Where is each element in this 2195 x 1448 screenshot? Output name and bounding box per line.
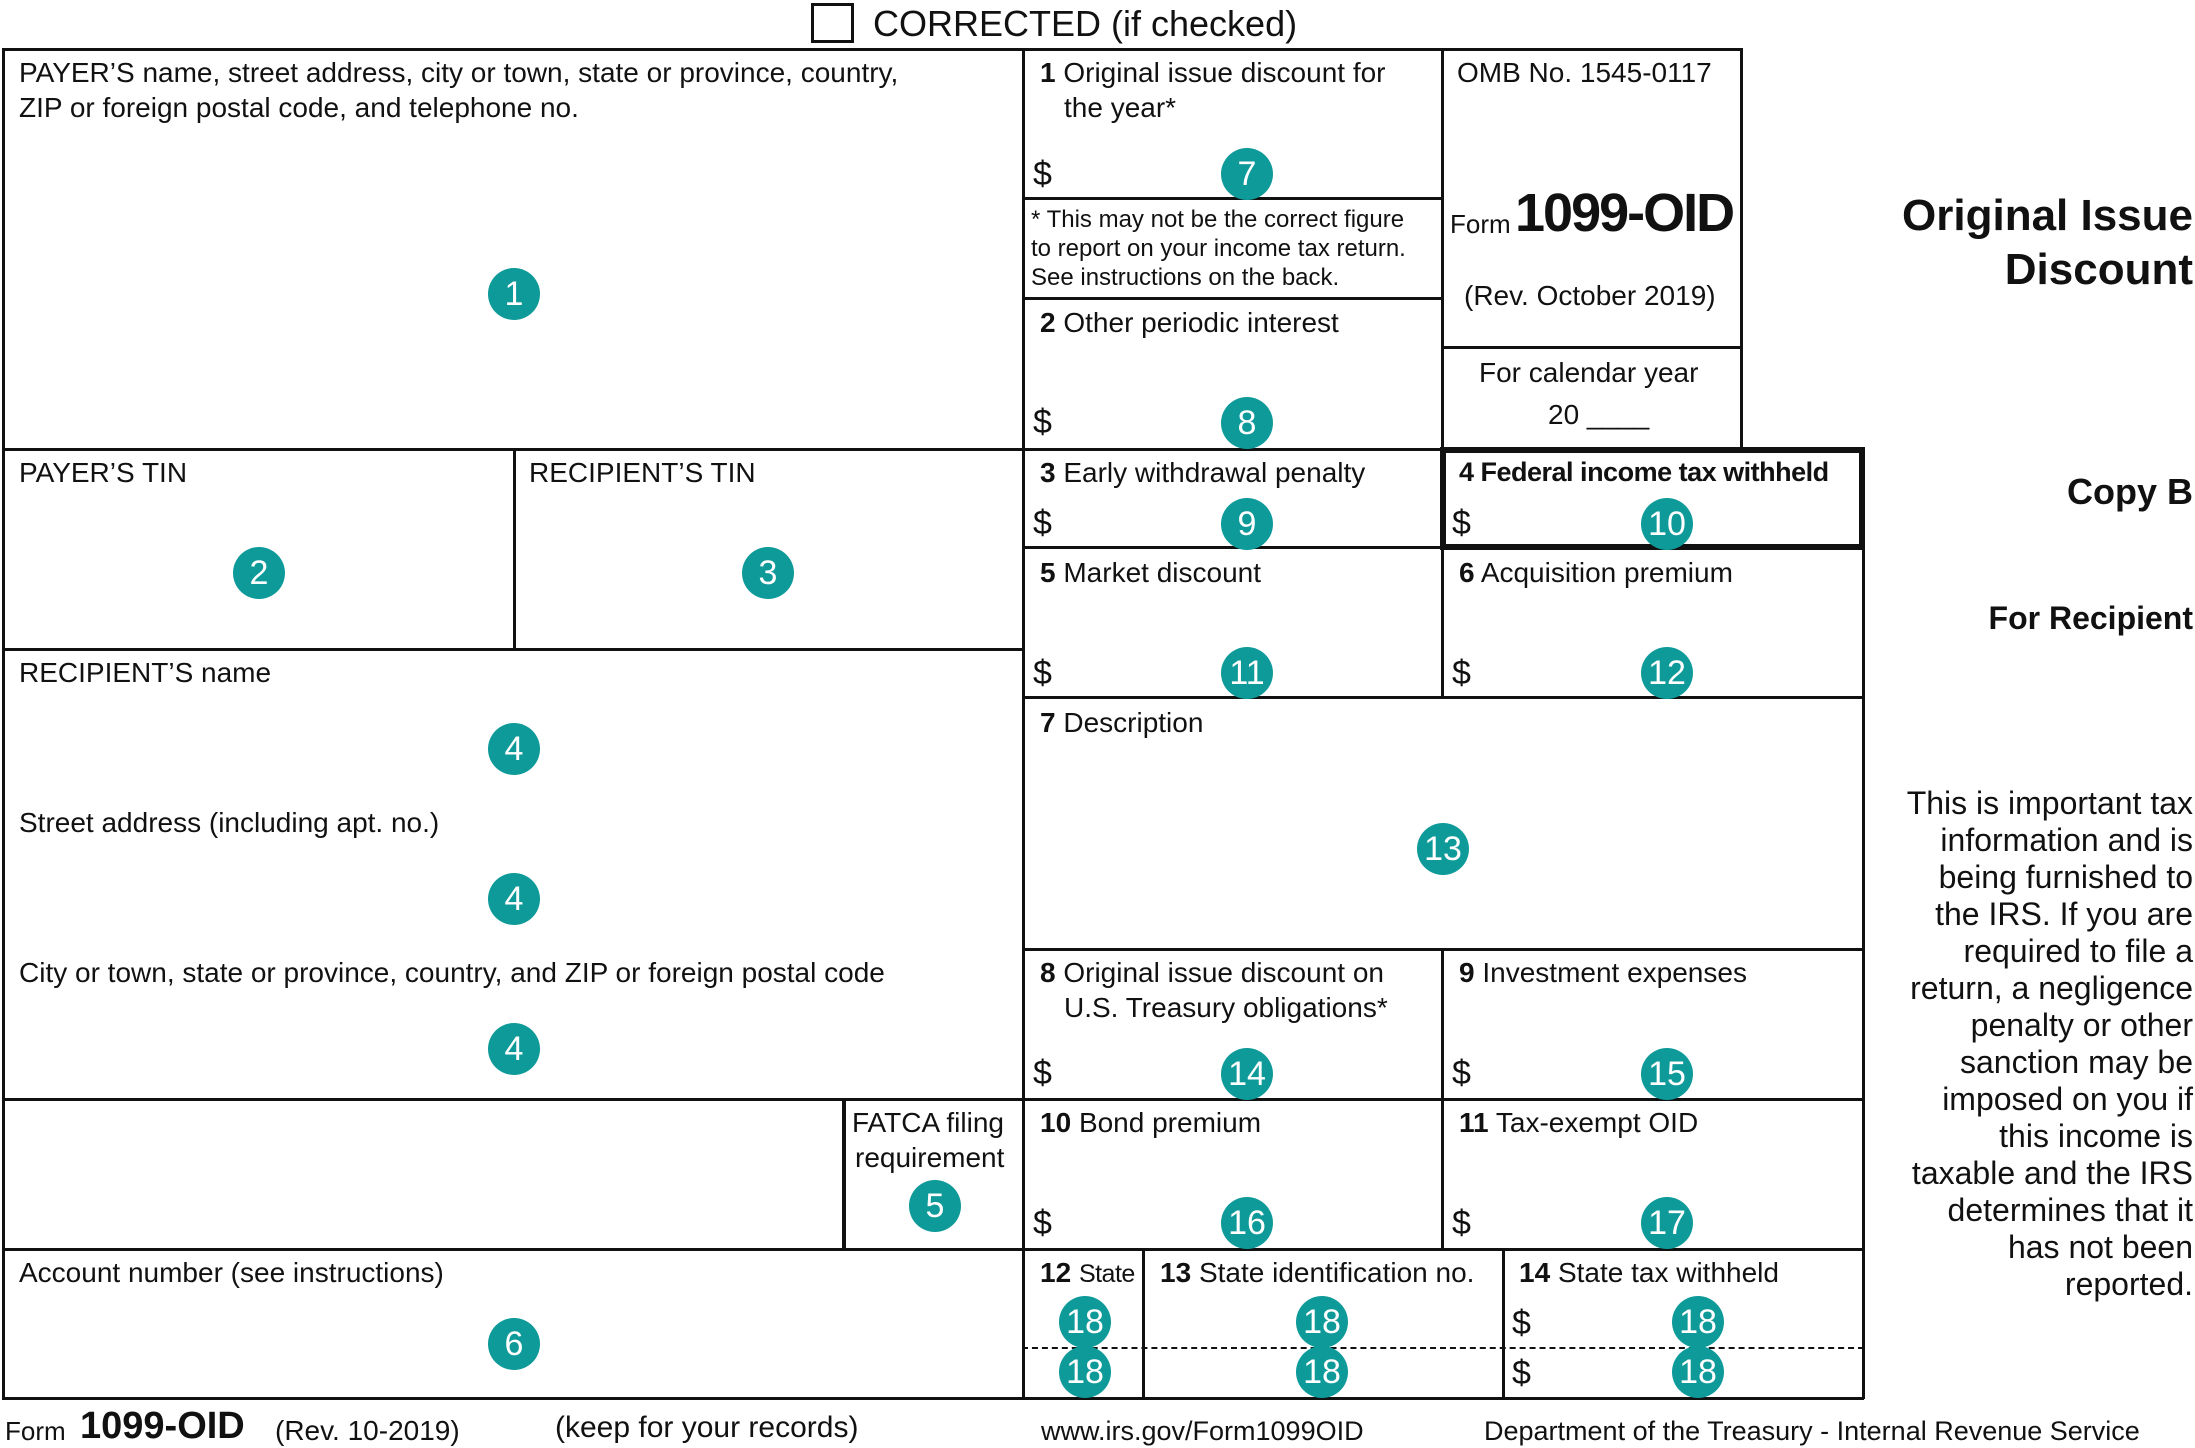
box8-badge[interactable]: 14 — [1221, 1048, 1273, 1100]
box4-dollar: $ — [1452, 504, 1471, 542]
box14-row2-badge[interactable]: 18 — [1672, 1346, 1724, 1398]
payer-info-label-1: PAYER’S name, street address, city or town, state or province, country, — [19, 57, 899, 88]
calendar-year-field[interactable]: 20 ____ — [1548, 399, 1650, 430]
corrected-label: CORRECTED (if checked) — [873, 3, 1298, 44]
box5-badge[interactable]: 11 — [1221, 647, 1273, 699]
city-badge[interactable]: 4 — [488, 1023, 540, 1075]
box10-label: 10 Bond premium — [1040, 1107, 1262, 1138]
box13-row1-badge[interactable]: 18 — [1296, 1296, 1348, 1348]
recipient-name-badge[interactable]: 4 — [488, 723, 540, 775]
box6-label: 6 Acquisition premium — [1459, 557, 1733, 588]
calendar-year-label: For calendar year — [1479, 357, 1699, 388]
account-number-label: Account number (see instructions) — [19, 1257, 444, 1288]
form-number: 1099-OID — [1515, 183, 1734, 243]
box1-dollar: $ — [1033, 155, 1052, 193]
form-revision: (Rev. October 2019) — [1464, 280, 1716, 311]
footer-keep: (keep for your records) — [555, 1411, 859, 1444]
corrected-checkbox[interactable] — [811, 3, 854, 43]
payer-info-label-2: ZIP or foreign postal code, and telephone no. — [19, 92, 579, 123]
omb-number: OMB No. 1545-0117 — [1457, 57, 1712, 88]
box11-dollar: $ — [1452, 1204, 1471, 1242]
box6-dollar: $ — [1452, 654, 1471, 692]
footer-url[interactable]: www.irs.gov/Form1099OID — [1041, 1416, 1364, 1446]
box11-badge[interactable]: 17 — [1641, 1197, 1693, 1249]
box12-row2-badge[interactable]: 18 — [1059, 1346, 1111, 1398]
box12-label: 12 State — [1040, 1257, 1135, 1288]
box10-badge[interactable]: 16 — [1221, 1197, 1273, 1249]
fatca-badge[interactable]: 5 — [909, 1180, 961, 1232]
for-recipient-label: For Recipient — [1988, 600, 2193, 636]
fatca-divider — [842, 1098, 845, 1248]
box9-badge[interactable]: 15 — [1641, 1048, 1693, 1100]
box5-label: 5 Market discount — [1040, 557, 1261, 588]
recipient-tin-badge[interactable]: 3 — [742, 547, 794, 599]
box2-dollar: $ — [1033, 403, 1052, 441]
box12-row1-badge[interactable]: 18 — [1059, 1296, 1111, 1348]
footer-form-word: Form — [5, 1416, 66, 1446]
footnote-line-2: to report on your income tax return. — [1031, 235, 1406, 262]
box1-label-1: 1 Original issue discount for — [1040, 57, 1386, 88]
copy-label: Copy B — [2067, 471, 2193, 512]
street-address-label: Street address (including apt. no.) — [19, 807, 440, 838]
box2-label: 2 Other periodic interest — [1040, 307, 1339, 338]
recipient-tin-label: RECIPIENT’S TIN — [529, 457, 756, 488]
fatca-label-2: requirement — [855, 1142, 1005, 1173]
footnote-line-3: See instructions on the back. — [1031, 264, 1340, 291]
box6-badge[interactable]: 12 — [1641, 647, 1693, 699]
box4-badge[interactable]: 10 — [1641, 498, 1693, 550]
box13-row2-badge[interactable]: 18 — [1296, 1346, 1348, 1398]
footer-form-number: 1099-OID — [80, 1405, 245, 1447]
box7-badge[interactable]: 13 — [1417, 823, 1469, 875]
box1-label-2: the year* — [1064, 92, 1177, 123]
box3-label: 3 Early withdrawal penalty — [1040, 457, 1366, 488]
payer-tin-badge[interactable]: 2 — [233, 547, 285, 599]
box14-row2-dollar: $ — [1512, 1354, 1531, 1392]
box14-label: 14 State tax withheld — [1519, 1257, 1779, 1288]
form-word: Form — [1450, 209, 1511, 239]
box8-label-2: U.S. Treasury obligations* — [1064, 992, 1388, 1023]
box7-label: 7 Description — [1040, 707, 1204, 738]
box5-dollar: $ — [1033, 654, 1052, 692]
box14-row1-dollar: $ — [1512, 1304, 1531, 1342]
box11-label: 11 Tax-exempt OID — [1459, 1107, 1699, 1138]
box8-dollar: $ — [1033, 1054, 1052, 1092]
payer-info-badge[interactable]: 1 — [488, 268, 540, 320]
box8-label-1: 8 Original issue discount on — [1040, 957, 1384, 988]
footer-department: Department of the Treasury - Internal Revenue Service — [1484, 1416, 2140, 1446]
box9-dollar: $ — [1452, 1054, 1471, 1092]
box1-badge[interactable]: 7 — [1221, 148, 1273, 200]
box14-row1-badge[interactable]: 18 — [1672, 1296, 1724, 1348]
street-address-badge[interactable]: 4 — [488, 873, 540, 925]
account-number-badge[interactable]: 6 — [488, 1318, 540, 1370]
box3-badge[interactable]: 9 — [1221, 498, 1273, 550]
recipient-name-label: RECIPIENT’S name — [19, 657, 272, 688]
form-title-1: Original Issue — [1902, 191, 2193, 240]
city-label: City or town, state or province, country, and ZIP or foreign postal code — [19, 957, 885, 988]
box9-label: 9 Investment expenses — [1459, 957, 1747, 988]
box3-dollar: $ — [1033, 504, 1052, 542]
footer-revision: (Rev. 10-2019) — [275, 1415, 460, 1446]
box10-dollar: $ — [1033, 1204, 1052, 1242]
footnote-line-1: * This may not be the correct figure — [1031, 206, 1405, 233]
box2-badge[interactable]: 8 — [1221, 397, 1273, 449]
fatca-label-1: FATCA filing — [852, 1107, 1004, 1138]
form-title-2: Discount — [2004, 245, 2193, 294]
box4-label: 4 Federal income tax withheld — [1459, 457, 1829, 487]
box13-label: 13 State identification no. — [1160, 1257, 1475, 1288]
payer-tin-label: PAYER’S TIN — [19, 457, 188, 488]
